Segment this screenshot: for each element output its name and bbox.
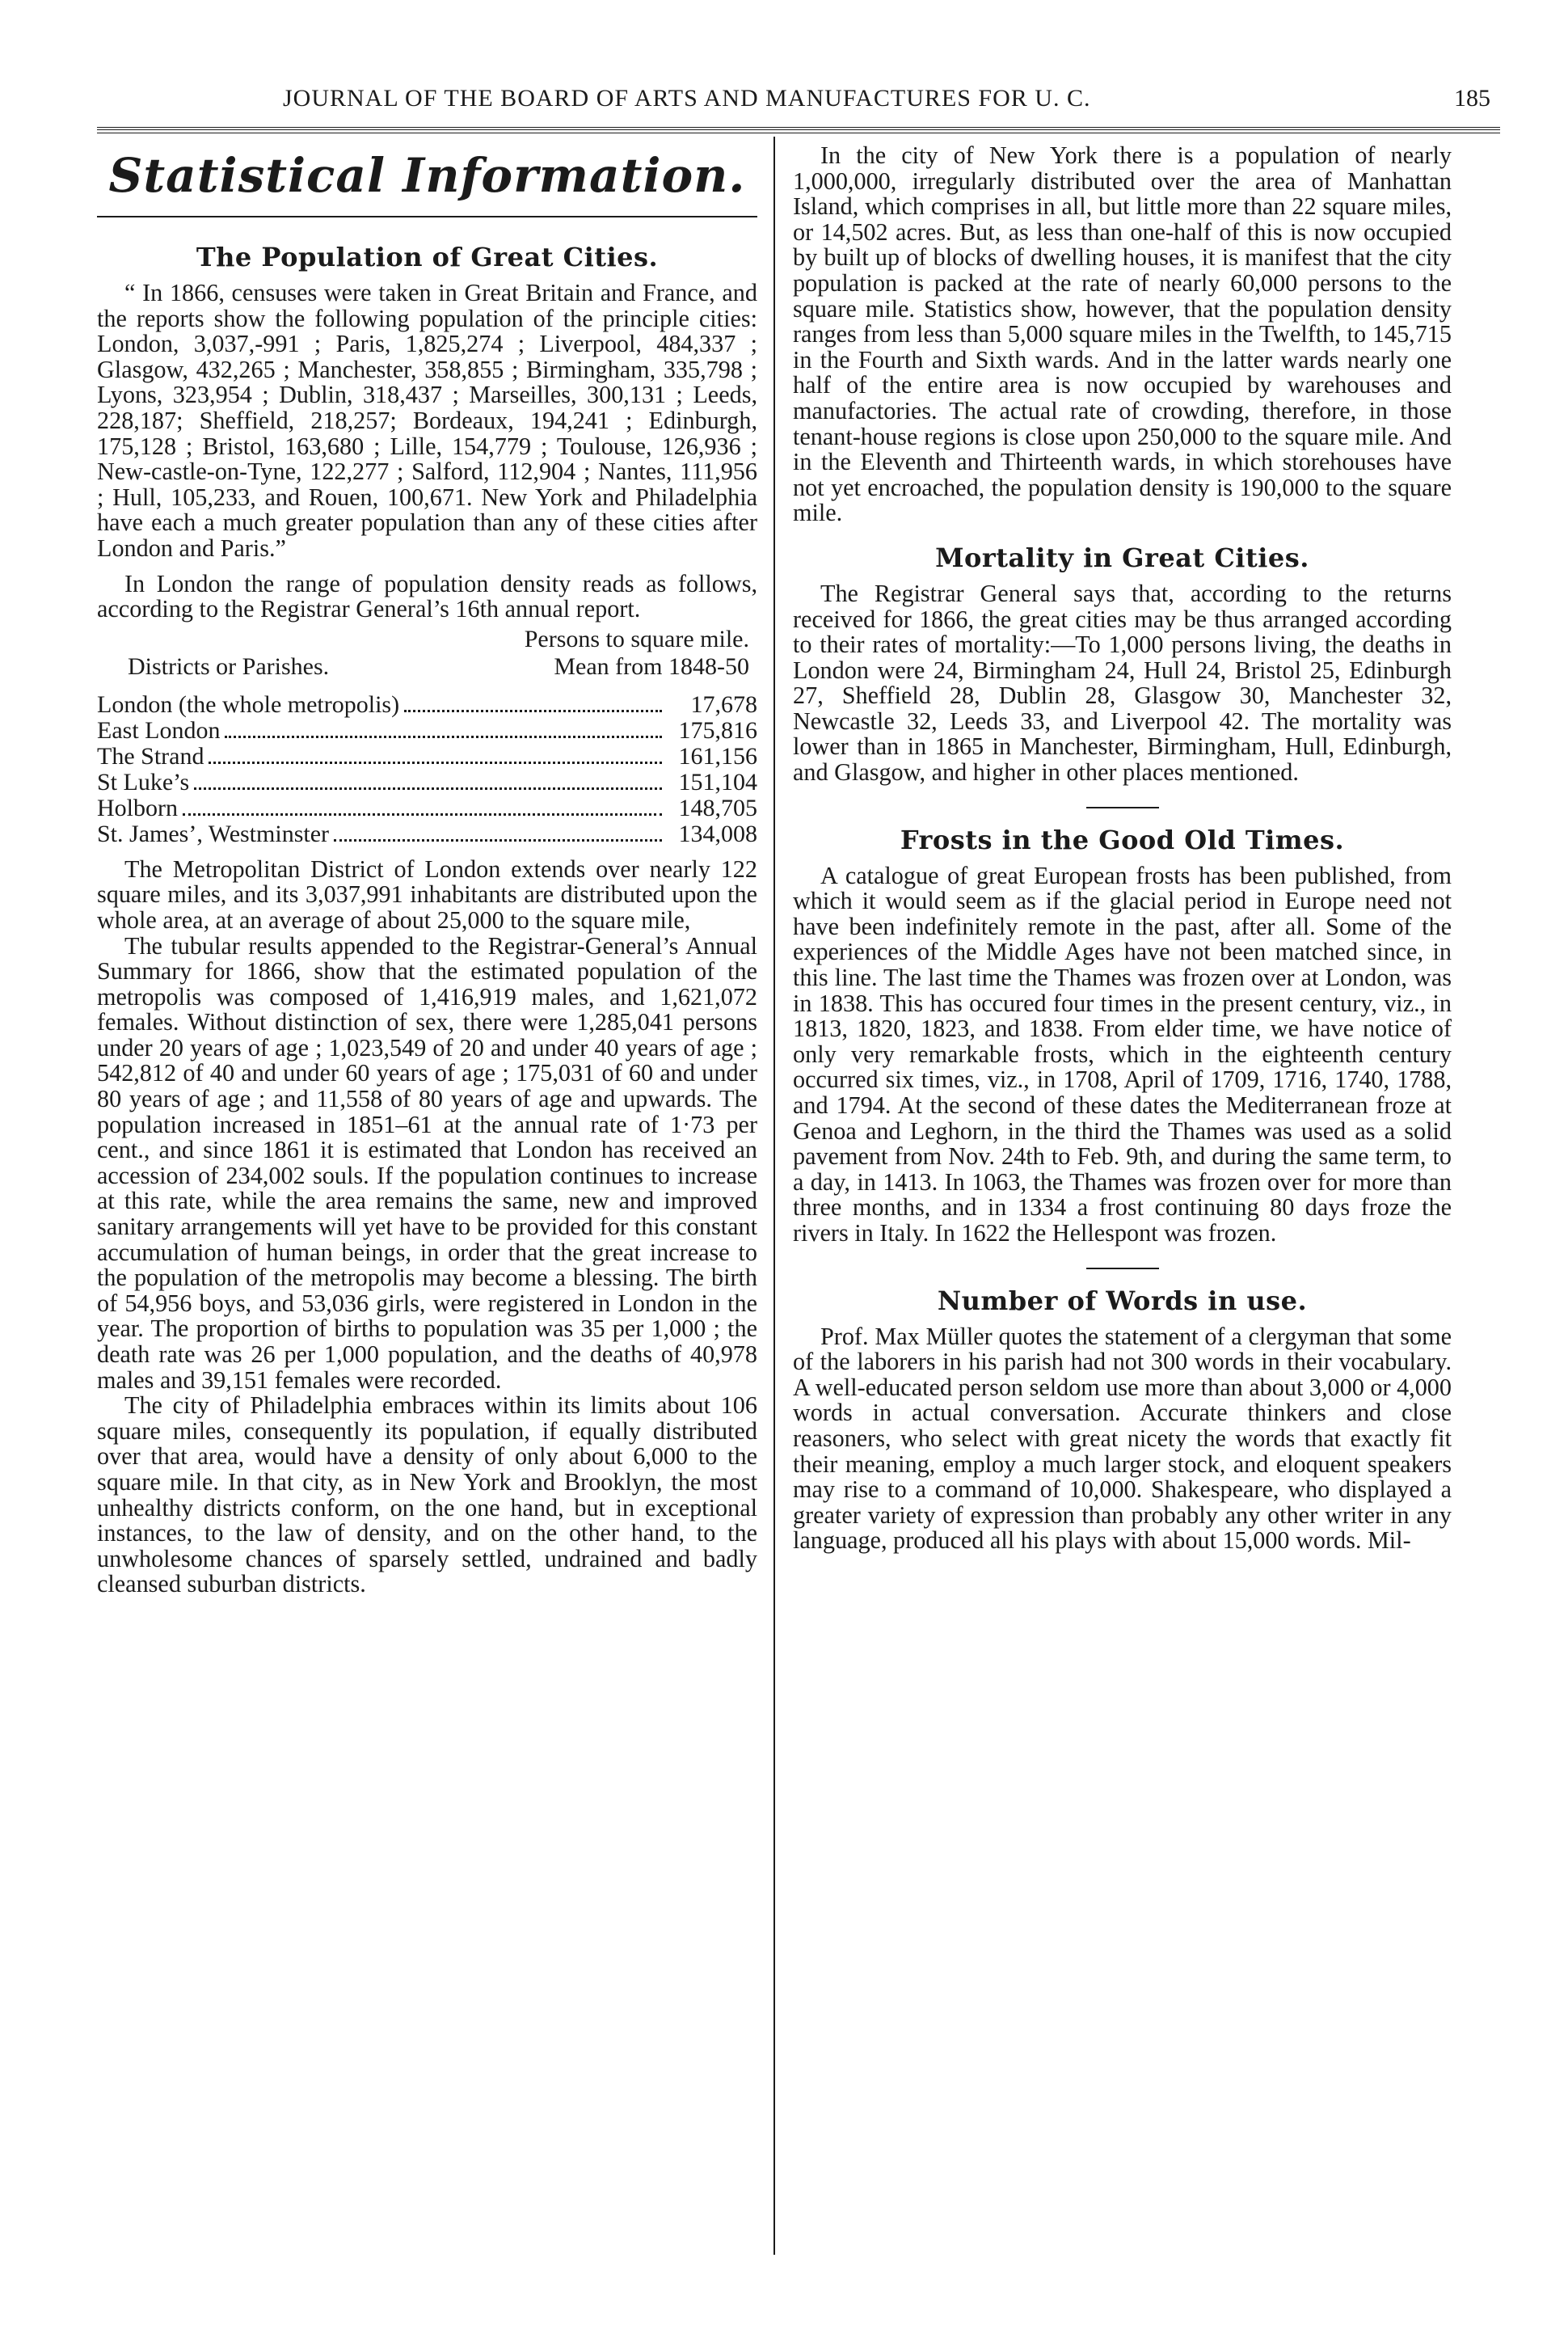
article-title-words: Number of Words in use. — [937, 1285, 1308, 1316]
paragraph: The tubular results appended to the Registrar-General’s Annual Summary for 1866, show that the estimated population of the metropolis was composed of 1,416,919 males, and 1,621,072 females. Without distinction of sex, there were 1,285,041 persons under 20 years of age ; 1,023,549 of 20 and under 40 years of age ; 542,812 of 40 and under 60 years of age ; 175,031 of 60 and under 80 years of age ; and 11,558 of 80 years of age and upwards. The population increased in 1851–61 at the annual rate of 1·73 per cent., and since 1861 it is estimated that London has received an accession of 234,002 souls. If the population continues to increase at this rate, while the area remains the same, new and improved sanitary arrangements will yet have to be provided for this constant accumulation of human beings, in order that the great increase to the population of the metropolis may become a blessing. The birth of 54,956 boys, and 53,036 girls, were registered in London in the year. The proportion of births to population was 35 per 1,000 ; the death rate was 26 per 1,000 population, and the deaths of 40,978 males and 39,151 females were recorded. — [97, 931, 757, 1394]
section-separator — [1086, 1268, 1159, 1269]
table-row — [97, 796, 757, 821]
table-row — [97, 821, 757, 847]
district-name: East London — [97, 716, 221, 744]
district-name: St. James’, Westminster — [97, 820, 330, 847]
density-table — [97, 692, 757, 847]
leader-dots — [183, 813, 662, 816]
density-table-header — [97, 626, 757, 681]
density-value: 134,008 — [678, 820, 757, 847]
district-name: St Luke’s — [97, 768, 190, 796]
department-title: Statistical Information. — [108, 148, 746, 203]
article-title-mortality: Mortality in Great Cities. — [935, 542, 1309, 573]
paragraph: The Registrar General says that, according to the returns received for 1866, the great cities may be thus arranged according to their rates of mortality:—To 1,000 persons living, the deaths in London were 24, Birmingham 24, Hull 24, Bristol 25, Edinburgh 27, Sheffield 28, Dublin 28, Glasgow 30, Manchester 32, Newcastle 32, Leeds 33, and Liverpool 42. The mortality was lower than in 1865 in Manchester, Birmingham, Hull, Edinburgh, and Glasgow, and higher in other places mentioned. — [793, 579, 1452, 787]
density-value: 175,816 — [678, 716, 757, 744]
header-rule — [97, 127, 1500, 133]
page-number: 185 — [1454, 85, 1490, 112]
paragraph: Prof. Max Müller quotes the statement of a clergyman that some of the laborers in his parish had not 300 words in their vocabulary. A well-educated person seldom use more than about 3,000 or 4,000 words in actual conversation. Accurate thinkers and close reasoners, who select with great nicety the words that exactly fit their meaning, employ a much larger stock, and eloquent speakers may rise to a command of 10,000. Shakespeare, who displayed a greater variety of expression than probably any other writer in any language, produced all his plays with about 15,000 words. Mil- — [793, 1322, 1452, 1555]
paragraph: A catalogue of great European frosts has been published, from which it would seem as if the glacial period in Europe need not have been indefinitely remote in the past, after all. Some of the experiences of the Middle Ages have not been matched since, in this line. The last time the Thames was frozen over at London, was in 1838. This has occured four times in the present century, viz., in 1813, 1820, 1823, and 1838. From elder time, we have notice of only very remarkable frosts, which in the eighteenth century occurred six times, viz., in 1708, April of 1709, 1716, 1740, 1788, and 1794. At the second of these dates the Mediterranean froze at Genoa and Leghorn, in the third the Thames was used as a solid pavement from Nov. 24th to Feb. 9th, and during the same term, to a day, in 1413. In 1063, the Thames was frozen over for more than three months, and in 1334 a frost continuing 80 days froze the rivers in Italy. In 1622 the Hellespont was frozen. — [793, 861, 1452, 1247]
district-name: The Strand — [97, 742, 204, 770]
leader-dots — [194, 787, 662, 790]
table-col-mean: Mean from 1848-50 — [554, 652, 749, 680]
district-name: Holborn — [97, 794, 178, 821]
paragraph: “ In 1866, censuses were taken in Great Britain and France, and the reports show the following population of the principle cities: London, 3,037,-991 ; Paris, 1,825,274 ; Liverpool, 484,337 ; Glasgow, 432,265 ; Manchester, 358,855 ; Birmingham, 335,798 ; Lyons, 323,954 ; Dublin, 318,437 ; Marseilles, 300,131 ; Leeds, 228,187; Sheffield, 218,257; Bordeaux, 194,241 ; Edinburgh, 175,128 ; Bristol, 163,680 ; Lille, 154,779 ; Toulouse, 126,936 ; New-castle-on-Tyne, 122,277 ; Salford, 112,904 ; Nantes, 111,956 ; Hull, 105,233, and Rouen, 100,671. New York and Philadelphia have each a much greater population than any of these cities after London and Paris.” — [97, 279, 757, 562]
table-col-districts: Districts or Parishes. — [128, 652, 330, 680]
leader-dots — [225, 736, 662, 738]
density-value: 151,104 — [678, 768, 757, 796]
two-column-body — [97, 137, 1500, 2255]
article-title-population: The Population of Great Cities. — [196, 242, 659, 272]
table-row — [97, 770, 757, 796]
paragraph: The city of Philadelphia embraces within its limits about 106 square miles, consequently its population, if equally distributed over that area, would have a density of only about 6,000 to the square mile. In that city, as in New York and Brooklyn, the most unhealthy districts conform, on the one hand, but in exceptional instances, to the law of density, and on the other hand, to the unwholesome chances of sparsely settled, undrained and badly cleansed suburban districts. — [97, 1391, 757, 1598]
right-column — [775, 137, 1452, 2255]
paragraph: The Metropolitan District of London extends over nearly 122 square miles, and its 3,037,991 inhabitants are distributed upon the whole area, at an average of about 25,000 to the square mile, — [97, 855, 757, 934]
leader-dots — [404, 710, 662, 712]
leader-dots — [334, 839, 662, 842]
article-title-frosts: Frosts in the Good Old Times. — [900, 824, 1345, 855]
density-value: 148,705 — [678, 794, 757, 821]
journal-title: JOURNAL OF THE BOARD OF ARTS AND MANUFACTURES FOR U. C. — [283, 85, 1091, 112]
paragraph: In the city of New York there is a population of nearly 1,000,000, irregularly distributed over the area of Manhattan Island, which comprises in all, but little more than 22 square miles, or 14,502 acres. But, as less than one-half of this is now occupied by built up of blocks of dwelling houses, it is manifest that the city population is packed at the rate of nearly 60,000 persons to the square mile. Statistics show, however, that the population density ranges from less than 5,000 square miles in the Twelfth, to 145,715 in the Fourth and Sixth wards. And in the latter wards nearly one half of the entire area is now occupied by warehouses and manufactories. The actual rate of crowding, therefore, in those tenant-house regions is close upon 250,000 to the square mile. And in the Eleventh and Thirteenth wards, in which storehouses have not yet encroached, the population density is 190,000 to the square mile. — [793, 141, 1452, 527]
left-column — [97, 137, 773, 2255]
paragraph: In London the range of population density reads as follows, according to the Registrar General’s 16th annual report. — [97, 569, 757, 623]
section-separator — [1086, 807, 1159, 808]
table-row — [97, 718, 757, 744]
density-value: 161,156 — [678, 742, 757, 770]
table-row — [97, 692, 757, 718]
running-head — [97, 85, 1500, 127]
table-row — [97, 744, 757, 770]
table-head-right: Persons to square mile. — [524, 625, 749, 652]
district-name: London (the whole metropolis) — [97, 690, 400, 718]
department-rule — [97, 216, 757, 217]
leader-dots — [209, 762, 662, 764]
density-value: 17,678 — [690, 690, 757, 718]
